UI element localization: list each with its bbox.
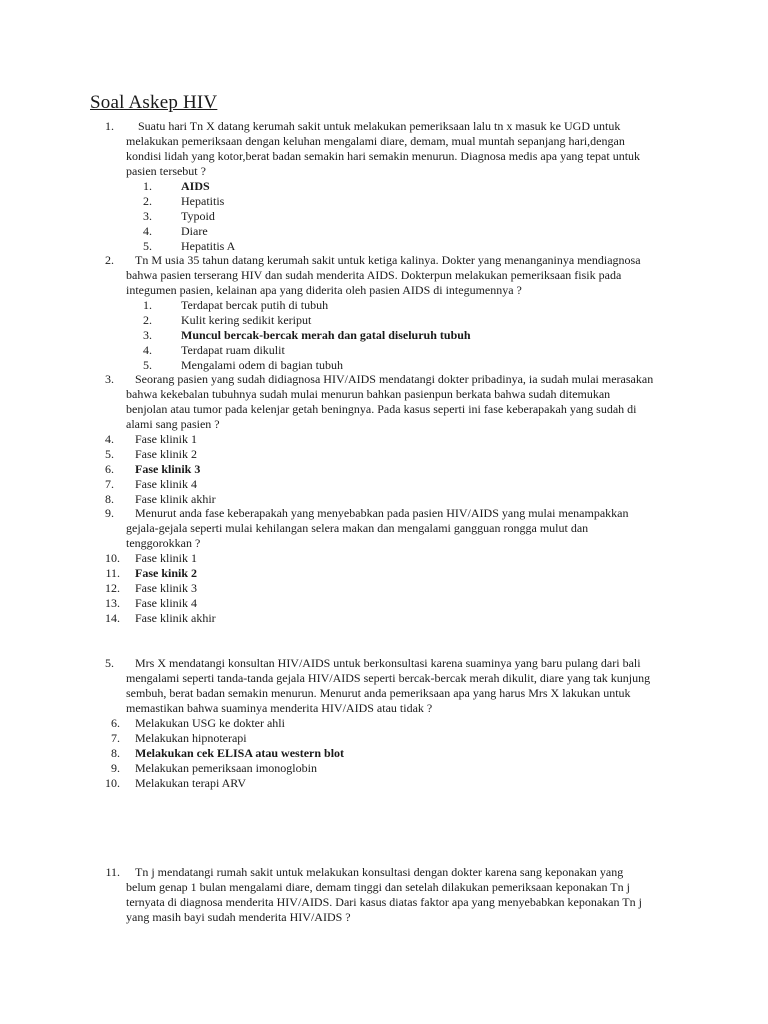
question-2 — [0, 253, 768, 373]
question-text: memastikan bahwa suaminya menderita HIV/AIDS atau tidak ? — [126, 701, 433, 715]
option-item — [0, 224, 768, 239]
option-text: Hepatitis A — [181, 239, 236, 253]
option-number: 12. — [105, 581, 120, 595]
option-number: 4. — [143, 343, 152, 357]
question-1 — [0, 119, 768, 254]
option-item — [0, 611, 768, 626]
option-text: Terdapat bercak putih di tubuh — [181, 298, 329, 312]
option-item — [0, 551, 768, 566]
option-item — [0, 298, 768, 313]
option-number: 10. — [105, 551, 120, 565]
option-number: 9. — [111, 761, 120, 775]
question-5 — [0, 656, 768, 791]
option-text: Mengalami odem di bagian tubuh — [181, 358, 343, 372]
option-text: Kulit kering sedikit keriput — [181, 313, 312, 327]
option-number: 1. — [143, 298, 152, 312]
question-text: belum genap 1 bulan mengalami diare, demam tinggi dan setelah dilakukan pemeriksaan keponakan Tn j — [126, 880, 630, 894]
option-item — [0, 343, 768, 358]
option-number: 2. — [143, 313, 152, 327]
option-number: 4. — [143, 224, 152, 238]
option-text: Melakukan terapi ARV — [135, 776, 247, 790]
option-text: Fase klinik 2 — [135, 447, 197, 461]
question-text: Suatu hari Tn X datang kerumah sakit untuk melakukan pemeriksaan lalu tn x masuk ke UGD untuk — [138, 119, 621, 133]
option-item — [0, 328, 768, 343]
option-number: 5. — [143, 358, 152, 372]
option-number: 11. — [105, 566, 120, 580]
option-text-answer: Melakukan cek ELISA atau western blot — [135, 746, 345, 760]
option-text: Melakukan hipnoterapi — [135, 731, 247, 745]
option-number: 7. — [105, 477, 114, 491]
question-text: Seorang pasien yang sudah didiagnosa HIV/AIDS mendatangi dokter pribadinya, ia sudah mulai merasakan — [135, 372, 654, 386]
option-text-answer: Muncul bercak-bercak merah dan gatal diseluruh tubuh — [181, 328, 471, 342]
option-item — [0, 731, 768, 746]
option-number: 8. — [105, 492, 114, 506]
option-number: 8. — [111, 746, 120, 760]
option-number: 10. — [105, 776, 120, 790]
question-text: alami sang pasien ? — [126, 417, 220, 431]
question-6 — [0, 865, 768, 925]
question-text: Mrs X mendatangi konsultan HIV/AIDS untuk berkonsultasi karena suaminya yang baru pulang dari bali — [135, 656, 641, 670]
question-number: 2. — [105, 253, 114, 267]
option-number: 14. — [105, 611, 120, 625]
option-number: 4. — [105, 432, 114, 446]
option-text: Terdapat ruam dikulit — [181, 343, 285, 357]
question-text: pasien tersebut ? — [126, 164, 206, 178]
question-4 — [0, 506, 768, 626]
question-text: sembuh, berat badan semakin menurun. Menurut anda pemeriksaan apa yang harus Mrs X lakukan untuk — [126, 686, 631, 700]
option-text: Fase klinik 4 — [135, 596, 197, 610]
question-text: Tn j mendatangi rumah sakit untuk melakukan konsultasi dengan dokter karena sang keponakan yang — [135, 865, 624, 879]
option-text-answer: Fase kinik 2 — [135, 566, 198, 580]
question-text: yang masih bayi sudah menderita HIV/AIDS ? — [126, 910, 351, 924]
option-item — [0, 581, 768, 596]
option-number: 6. — [111, 716, 120, 730]
option-number: 5. — [143, 239, 152, 253]
question-text: melakukan pemeriksaan dengan keluhan mengalami diare, demam, mual muntah sepanjang hari,dengan — [126, 134, 625, 148]
option-item — [0, 179, 768, 194]
option-item — [0, 209, 768, 224]
question-number: 5. — [105, 656, 114, 670]
question-number: 9. — [105, 506, 114, 520]
option-text: Fase klinik 3 — [135, 581, 197, 595]
option-number: 13. — [105, 596, 120, 610]
option-item — [0, 761, 768, 776]
option-item — [0, 566, 768, 581]
option-item — [0, 716, 768, 731]
question-number: 11. — [105, 865, 120, 879]
option-number: 6. — [105, 462, 114, 476]
question-text: mengalami seperti tanda-tanda gejala HIV/AIDS seperti bercak-bercak merah dikulit, diare yang tak kunjung — [126, 671, 651, 685]
option-text: Typoid — [181, 209, 215, 223]
question-text: kondisi lidah yang kotor,berat badan semakin hari semakin menurun. Diagnosa medis apa yang tepat untuk — [126, 149, 641, 163]
question-text: bahwa pasien terserang HIV dan sudah menderita AIDS. Dokterpun melakukan pemeriksaan fisik pada — [126, 268, 622, 282]
option-text: Fase klinik 1 — [135, 432, 197, 446]
option-text: Melakukan pemeriksaan imonoglobin — [135, 761, 317, 775]
option-item — [0, 596, 768, 611]
option-item — [0, 447, 768, 462]
document-title: Soal Askep HIV — [90, 92, 218, 113]
option-text-answer: AIDS — [181, 179, 210, 193]
option-text: Diare — [181, 224, 208, 238]
option-item — [0, 776, 768, 791]
option-number: 7. — [111, 731, 120, 745]
option-item — [0, 746, 768, 761]
option-number: 2. — [143, 194, 152, 208]
option-number: 1. — [143, 179, 152, 193]
question-text: integumen pasien, kelainan apa yang diderita oleh pasien AIDS di integumennya ? — [126, 283, 522, 297]
option-number: 5. — [105, 447, 114, 461]
option-text: Fase klinik 4 — [135, 477, 197, 491]
question-number: 1. — [105, 119, 114, 133]
question-text: gejala-gejala seperti mulai kehilangan selera makan dan mengalami gangguan rongga mulut dan — [126, 521, 589, 535]
option-text: Melakukan USG ke dokter ahli — [135, 716, 285, 730]
option-number: 3. — [143, 209, 152, 223]
option-text: Fase klinik akhir — [135, 492, 216, 506]
option-item — [0, 477, 768, 492]
option-text-answer: Fase klinik 3 — [135, 462, 201, 476]
option-text: Fase klinik 1 — [135, 551, 197, 565]
option-number: 3. — [143, 328, 152, 342]
question-number: 3. — [105, 372, 114, 386]
option-item — [0, 492, 768, 507]
question-3 — [0, 372, 768, 507]
question-text: Menurut anda fase keberapakah yang menyebabkan pada pasien HIV/AIDS yang mulai menampakkan — [135, 506, 629, 520]
question-text: ternyata di diagnosa menderita HIV/AIDS. Dari kasus diatas faktor apa yang menyebabkan keponakan Tn j — [126, 895, 642, 909]
question-text: Tn M usia 35 tahun datang kerumah sakit untuk ketiga kalinya. Dokter yang menanganinya mendiagnosa — [135, 253, 641, 267]
option-item — [0, 358, 768, 373]
question-text: bahwa kekebalan tubuhnya sudah mulai menurun bahkan pasienpun berkata bahwa sudah ditemukan — [126, 387, 611, 401]
option-item — [0, 313, 768, 328]
option-item — [0, 194, 768, 209]
question-text: benjolan atau tumor pada kelenjar getah beningnya. Pada kasus seperti ini fase keberapakah yang sudah di — [126, 402, 637, 416]
option-text: Hepatitis — [181, 194, 225, 208]
option-item — [0, 462, 768, 477]
option-item — [0, 432, 768, 447]
option-text: Fase klinik akhir — [135, 611, 216, 625]
question-text: tenggorokkan ? — [126, 536, 201, 550]
option-item — [0, 239, 768, 254]
